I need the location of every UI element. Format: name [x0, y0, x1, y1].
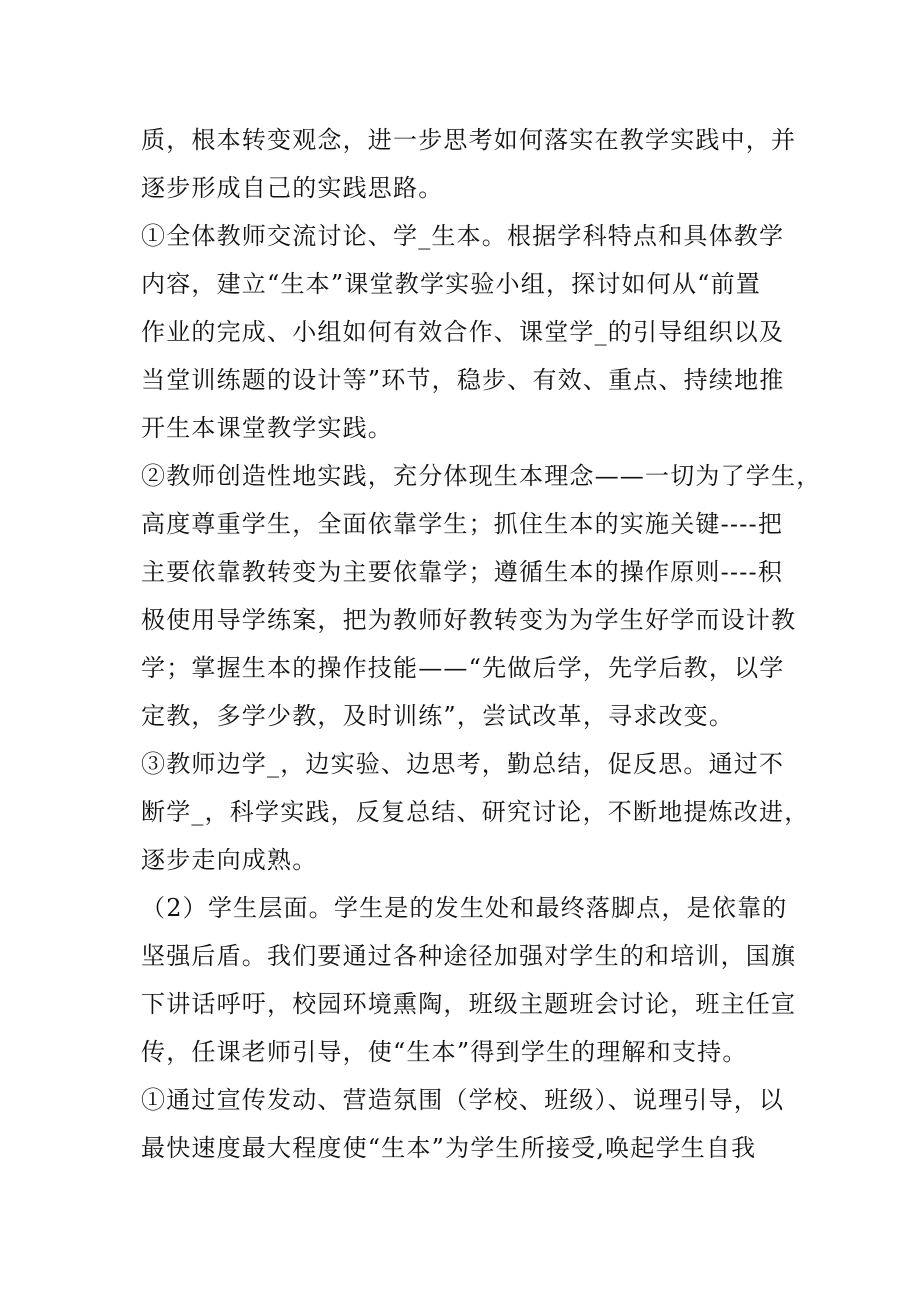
text-line: 极使用导学练案，把为教师好教转变为为学生好学而设计教 — [141, 606, 797, 634]
text-line: 断学_，科学实践，反复总结、研究讨论，不断地提炼改进， — [141, 798, 810, 826]
document-page — [141, 116, 822, 1172]
text-line: ③教师边学_，边实验、边思考，勤总结，促反思。通过不 — [141, 750, 785, 778]
text-line: 当堂训练题的设计等”环节，稳步、有效、重点、持续地推 — [141, 366, 785, 394]
text-line: ①通过宣传发动、营造氛围（学校、班级）、说理引导，以 — [141, 1086, 785, 1114]
text-line: 最快速度最大程度使“生本”为学生所接受,唤起学生自我 — [141, 1134, 757, 1162]
text-line: 学；掌握生本的操作技能——“先做后学，先学后教，以学 — [141, 654, 785, 682]
text-line: 作业的完成、小组如何有效合作、课堂学_的引导组织以及 — [141, 318, 785, 346]
text-line: （2）学生层面。学生是的发生处和最终落脚点，是依靠的 — [141, 894, 788, 922]
text-line: 逐步形成自己的实践思路。 — [141, 174, 444, 202]
text-line: 内容，建立“生本”课堂教学实验小组，探讨如何从“前置 — [141, 270, 762, 298]
text-line: 质，根本转变观念，进一步思考如何落实在教学实践中，并 — [141, 126, 797, 154]
text-line: ②教师创造性地实践，充分体现生本理念——一切为了学生， — [141, 462, 822, 490]
text-line: 传，任课老师引导，使“生本”得到学生的理解和支持。 — [141, 1038, 748, 1066]
text-line: 逐步走向成熟。 — [141, 846, 318, 874]
text-line: 定教，多学少教，及时训练”，尝试改革，寻求改变。 — [141, 702, 735, 730]
text-line: 坚强后盾。我们要通过各种途径加强对学生的和培训，国旗 — [141, 942, 797, 970]
text-line: 主要依靠教转变为主要依靠学；遵循生本的操作原则----积 — [141, 558, 784, 586]
text-line: 开生本课堂教学实践。 — [141, 414, 393, 442]
text-line: 下讲话呼吁，校园环境熏陶，班级主题班会讨论，班主任宣 — [141, 990, 797, 1018]
text-line: 高度尊重学生，全面依靠学生；抓住生本的实施关键----把 — [141, 510, 784, 538]
text-line: ①全体教师交流讨论、学_生本。根据学科特点和具体教学 — [141, 222, 785, 250]
